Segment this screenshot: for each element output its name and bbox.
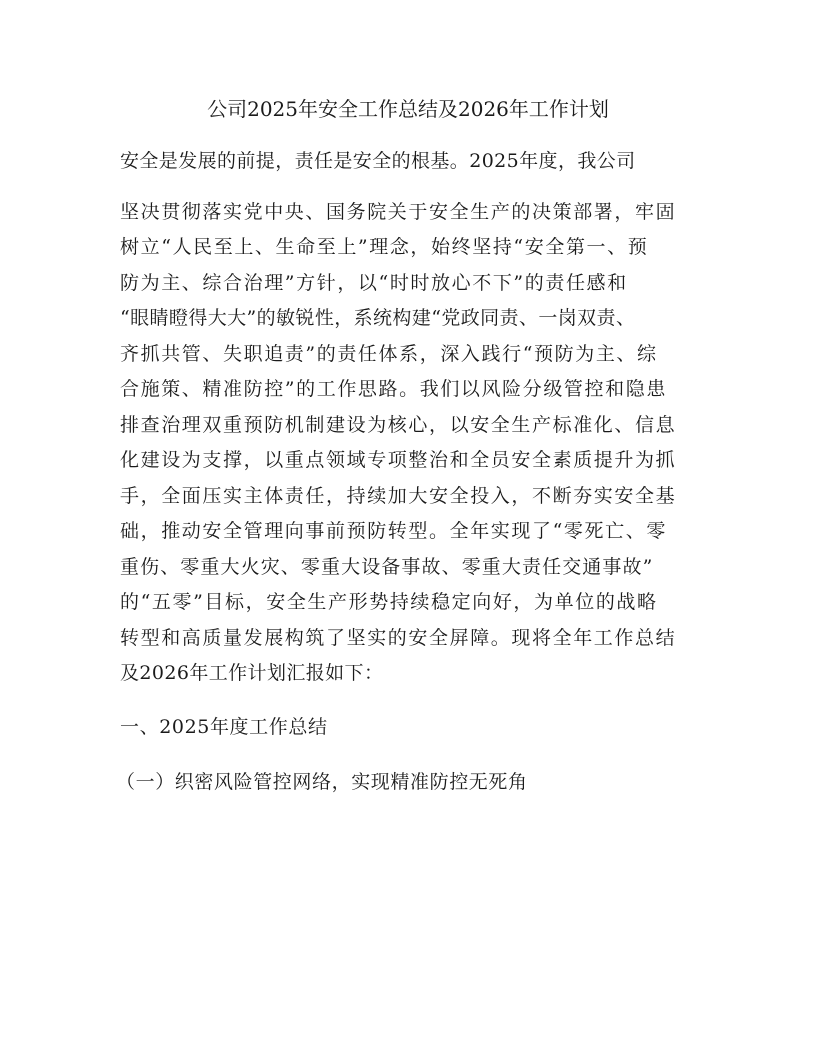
paragraph-line: “眼睛瞪得大大”的敏锐性，系统构建“党政同责、一岗双责、 [120, 307, 636, 329]
paragraph-line: 防为主、综合治理”方针，以“时时放心不下”的责任感和 [120, 272, 628, 294]
paragraph-line: 合施策、精准防控”的工作思路。我们以风险分级管控和隐患 [120, 378, 667, 400]
paragraph-line: 树立“人民至上、生命至上”理念，始终坚持“安全第一、预 [120, 236, 649, 258]
paragraph-line: 础，推动安全管理向事前预防转型。全年实现了“零死亡、零 [120, 520, 667, 542]
subsection-heading: （一）织密风险管控网络，实现精准防控无死角 [116, 771, 528, 793]
paragraph-line: 转型和高质量发展构筑了坚实的安全屏障。现将全年工作总结 [120, 627, 677, 649]
paragraph-line: 及2026年工作计划汇报如下： [120, 662, 384, 684]
paragraph-line: 安全是发展的前提，责任是安全的根基。2025年度，我公司 [120, 150, 636, 172]
paragraph-line: 重伤、零重大火灾、零重大设备事故、零重大责任交通事故” [120, 556, 654, 578]
document-title: 公司2025年安全工作总结及2026年工作计划 [207, 97, 609, 121]
paragraph-line: 齐抓共管、失职追责”的责任体系，深入践行“预防为主、综 [120, 343, 658, 365]
section-heading: 一、2025年度工作总结 [120, 716, 328, 738]
paragraph-line: 坚决贯彻落实党中央、国务院关于安全生产的决策部署，牢固 [120, 201, 677, 223]
paragraph-line: 排查治理双重预防机制建设为核心，以安全生产标准化、信息 [120, 414, 677, 436]
paragraph-line: 化建设为支撑，以重点领域专项整治和全员安全素质提升为抓 [120, 449, 677, 471]
paragraph-line: 手，全面压实主体责任，持续加大安全投入，不断夯实安全基 [120, 485, 677, 507]
paragraph-line: 的“五零”目标，安全生产形势持续稳定向好，为单位的战略 [120, 591, 658, 613]
